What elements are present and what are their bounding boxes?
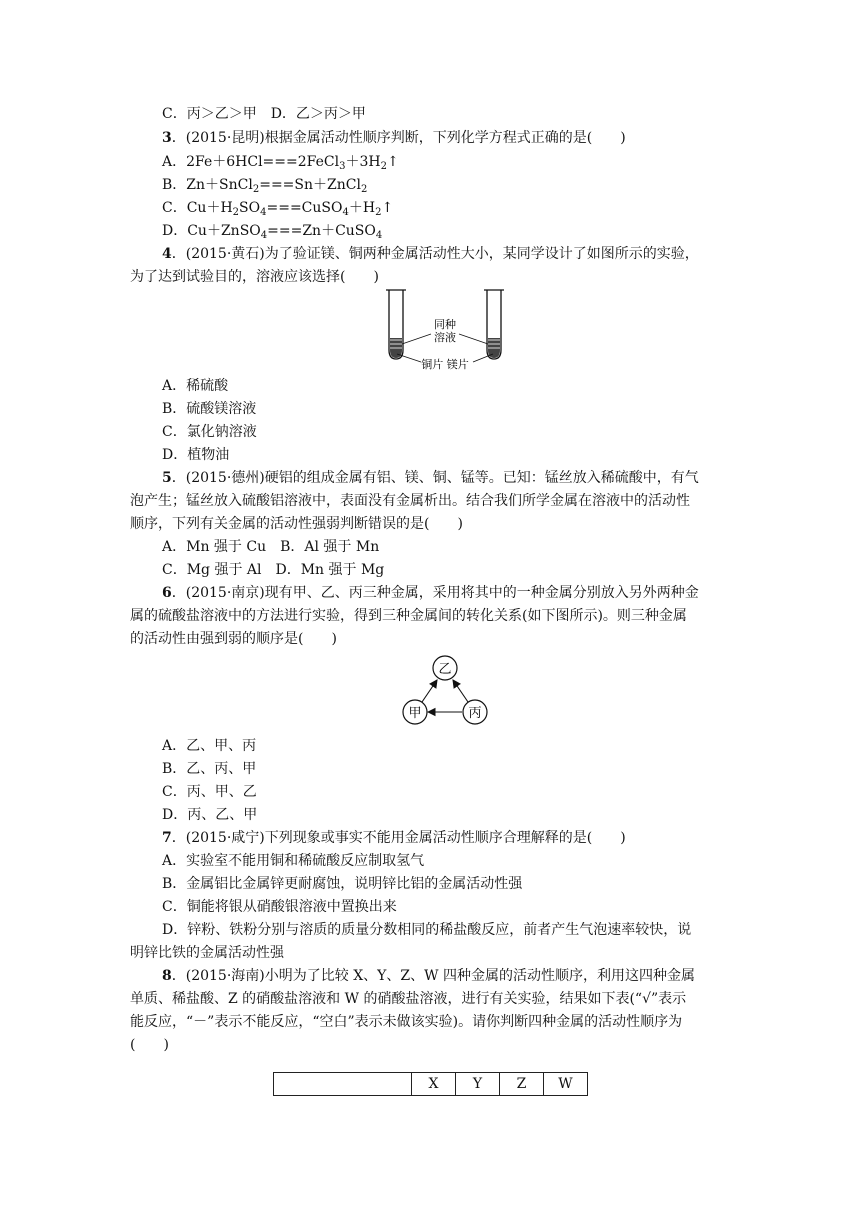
node-yi-label: 乙 (438, 662, 452, 677)
q5-stem-line1: 5．(2015·德州)硬铝的组成金属有铝、镁、铜、锰等。已知：锰丝放入稀硫酸中，有气 (162, 470, 699, 486)
q8-stem-line4: ( ) (130, 1037, 169, 1053)
q6-stem-line3: 的活动性由强到弱的顺序是( ) (130, 631, 337, 647)
q4-option-c: C．氯化钠溶液 (162, 424, 257, 440)
table-header-row (274, 1073, 588, 1096)
q3-stem (162, 128, 626, 148)
q4-option-a: A．稀硫酸 (162, 378, 229, 394)
question-stem: ．(2015·昆明)根据金属活动性顺序判断，下列化学方程式正确的是( ) (171, 130, 626, 146)
q6-option-d: D．丙、乙、甲 (162, 807, 258, 823)
q7-option-d-line2: 明锌比铁的金属活动性强 (130, 945, 284, 961)
table-header-cell (274, 1073, 412, 1096)
q6-option-b: B．乙、丙、甲 (162, 761, 257, 777)
q3-option-c: C．$Cu+H_2SO_4===CuSO_4+H_2↑$ (162, 200, 394, 218)
q3-option-a: A．$2Fe+6HCl===2FeCl_3+3H_2↑$ (162, 154, 399, 172)
table-header-cell: Z (500, 1073, 544, 1096)
q6-option-a: A．乙、甲、丙 (162, 738, 257, 754)
q2-options-cd: C．丙＞乙＞甲 D．乙＞丙＞甲 (162, 106, 366, 122)
q8-stem-line2: 单质、稀盐酸、Z 的硝酸盐溶液和 W 的硝酸盐溶液，进行有关实验，结果如下表(“√”表示 (130, 991, 687, 1007)
q8-stem-line1: 8．(2015·海南)小明为了比较 X、Y、Z、W 四种金属的活动性顺序，利用这四种金属 (162, 968, 695, 984)
q6-option-c: C．丙、甲、乙 (162, 784, 257, 800)
results-table (273, 1072, 588, 1096)
fig-label-metals: 铜片 镁片 (421, 358, 469, 370)
table-header-cell: X (412, 1073, 456, 1096)
question-number: 5 (162, 470, 172, 486)
fig-label-solution: 溶液 (434, 331, 456, 344)
test-tubes-figure (385, 288, 505, 370)
question-number: 8 (162, 968, 172, 984)
q5-stem-line2: 泡产生；锰丝放入硫酸铝溶液中，表面没有金属析出。结合我们所学金属在溶液中的活动性 (130, 493, 690, 509)
question-number: 4 (162, 246, 172, 262)
metal-conversion-diagram (395, 652, 495, 730)
q7-option-d-line1: D．锌粉、铁粉分别与溶质的质量分数相同的稀盐酸反应，前者产生气泡速率较快，说 (162, 922, 692, 938)
node-jia-label: 甲 (408, 706, 422, 721)
q5-options-cd: C．Mg 强于 Al D．Mn 强于 Mg (162, 562, 385, 578)
arrow-bing-to-yi (453, 680, 468, 702)
question-number: 7 (162, 830, 172, 846)
q6-stem-line1: 6．(2015·南京)现有甲、乙、丙三种金属，采用将其中的一种金属分别放入另外两种金 (162, 585, 699, 601)
fig-label-same: 同种 (434, 318, 456, 331)
q7-option-b: B．金属铝比金属锌更耐腐蚀，说明锌比铝的金属活动性强 (162, 876, 523, 892)
q7-option-a: A．实验室不能用铜和稀硫酸反应制取氢气 (162, 853, 425, 869)
q7-stem: 7．(2015·咸宁)下列现象或事实不能用金属活动性顺序合理解释的是( ) (162, 830, 626, 846)
q5-options-ab: A．Mn 强于 Cu B．Al 强于 Mn (162, 539, 380, 555)
q3-option-d: D．Cu＋ZnSO$_4$===Zn＋CuSO$_4$ (162, 223, 383, 241)
q7-option-c: C．铜能将银从硝酸银溶液中置换出来 (162, 899, 397, 915)
question-number: 6 (162, 585, 172, 601)
node-bing-label: 丙 (468, 706, 482, 721)
q4-option-d: D．植物油 (162, 447, 230, 463)
q4-stem-line2: 为了达到试验目的，溶液应该选择( ) (130, 269, 379, 285)
table-header-cell: W (544, 1073, 588, 1096)
question-number: 3 (162, 130, 172, 146)
q3-option-b: B．Zn＋SnCl$_2$===Sn＋ZnCl$_2$ (162, 177, 368, 195)
arrow-jia-to-yi (422, 680, 437, 702)
q4-option-b: B．硫酸镁溶液 (162, 401, 257, 417)
q6-stem-line2: 属的硫酸盐溶液中的方法进行实验，得到三种金属间的转化关系(如下图所示)。则三种金属 (130, 608, 687, 624)
q4-stem-line1: 4．(2015·黄石)为了验证镁、铜两种金属活动性大小，某同学设计了如图所示的实验， (162, 246, 699, 262)
table-header-cell: Y (456, 1073, 500, 1096)
q8-stem-line3: 能反应，“－”表示不能反应，“空白”表示未做该实验)。请你判断四种金属的活动性顺序为 (130, 1014, 683, 1030)
q5-stem-line3: 顺序，下列有关金属的活动性强弱判断错误的是( ) (130, 516, 463, 532)
